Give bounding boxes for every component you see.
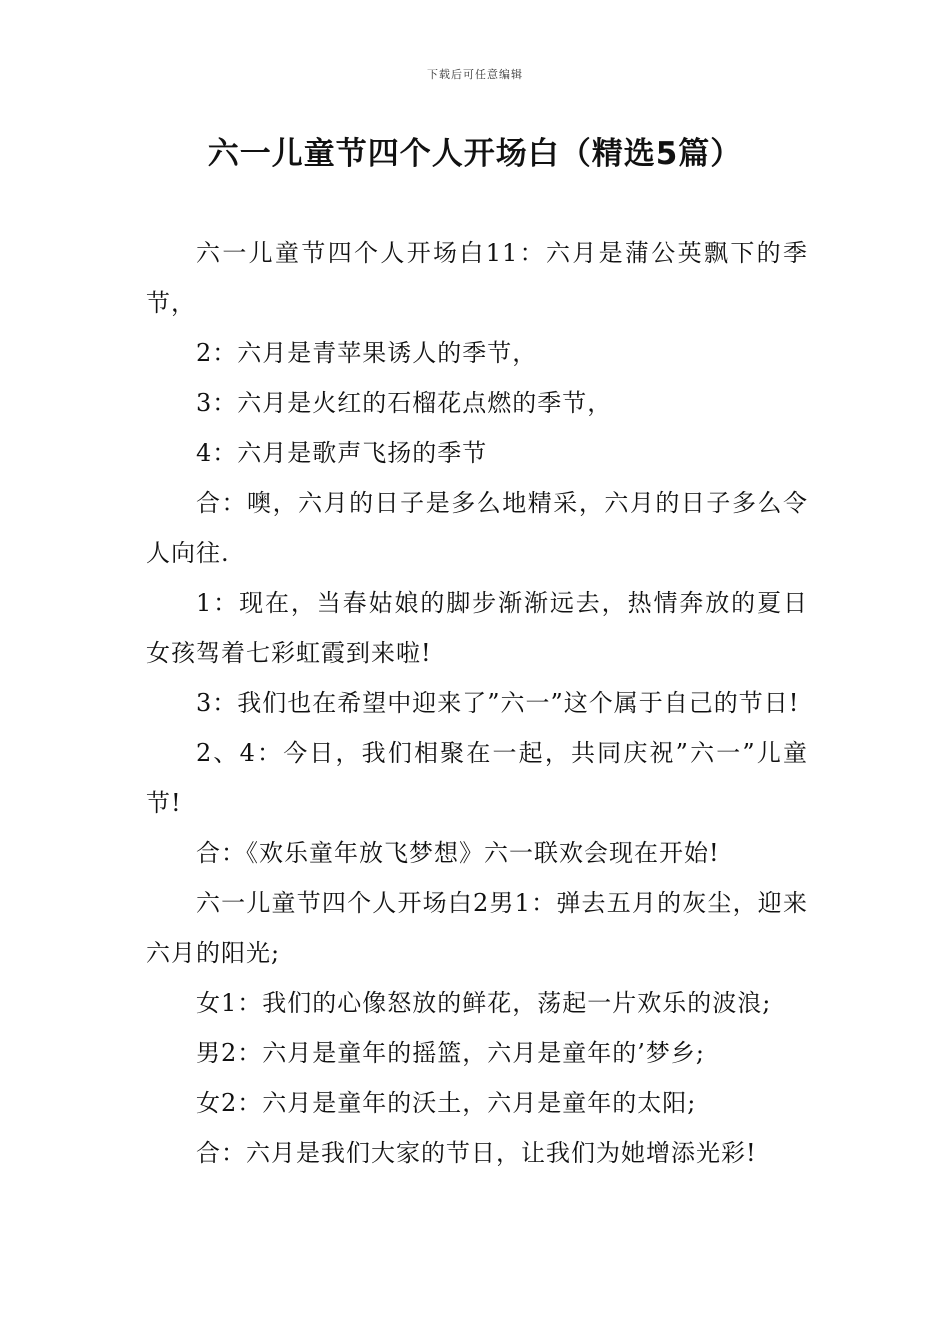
paragraph: 合：《欢乐童年放飞梦想》六一联欢会现在开始! <box>196 839 720 867</box>
paragraph: 3：六月是火红的石榴花点燃的季节， <box>196 389 613 417</box>
paragraph: 男2：六月是童年的摇篮，六月是童年的’梦乡; <box>196 1039 705 1067</box>
paragraph: 女2：六月是童年的沃土，六月是童年的太阳; <box>196 1089 697 1117</box>
document-title: 六一儿童节四个人开场白（精选5篇） <box>207 136 743 172</box>
paragraph: 4：六月是歌声飞扬的季节 <box>196 439 488 467</box>
paragraph: 六一儿童节四个人开场白11：六月是蒲公英飘下的季节， <box>146 239 808 317</box>
paragraph: 3：我们也在希望中迎来了”六一”这个属于自己的节日! <box>196 689 800 717</box>
paragraph: 合：六月是我们大家的节日，让我们为她增添光彩! <box>196 1139 757 1167</box>
paragraph: 2：六月是青苹果诱人的季节， <box>196 339 538 367</box>
header-note: 下载后可任意编辑 <box>427 68 523 81</box>
paragraph: 女1：我们的心像怒放的鲜花，荡起一片欢乐的波浪; <box>196 989 772 1017</box>
document-body <box>146 228 808 1178</box>
paragraph: 1：现在，当春姑娘的脚步渐渐远去，热情奔放的夏日女孩驾着七彩虹霞到来啦! <box>146 589 808 667</box>
paragraph: 六一儿童节四个人开场白2男1：弹去五月的灰尘，迎来六月的阳光; <box>146 889 808 967</box>
paragraph: 2、4：今日，我们相聚在一起，共同庆祝”六一”儿童节! <box>146 739 808 817</box>
paragraph: 合：噢，六月的日子是多么地精采，六月的日子多么令人向往. <box>146 489 808 567</box>
